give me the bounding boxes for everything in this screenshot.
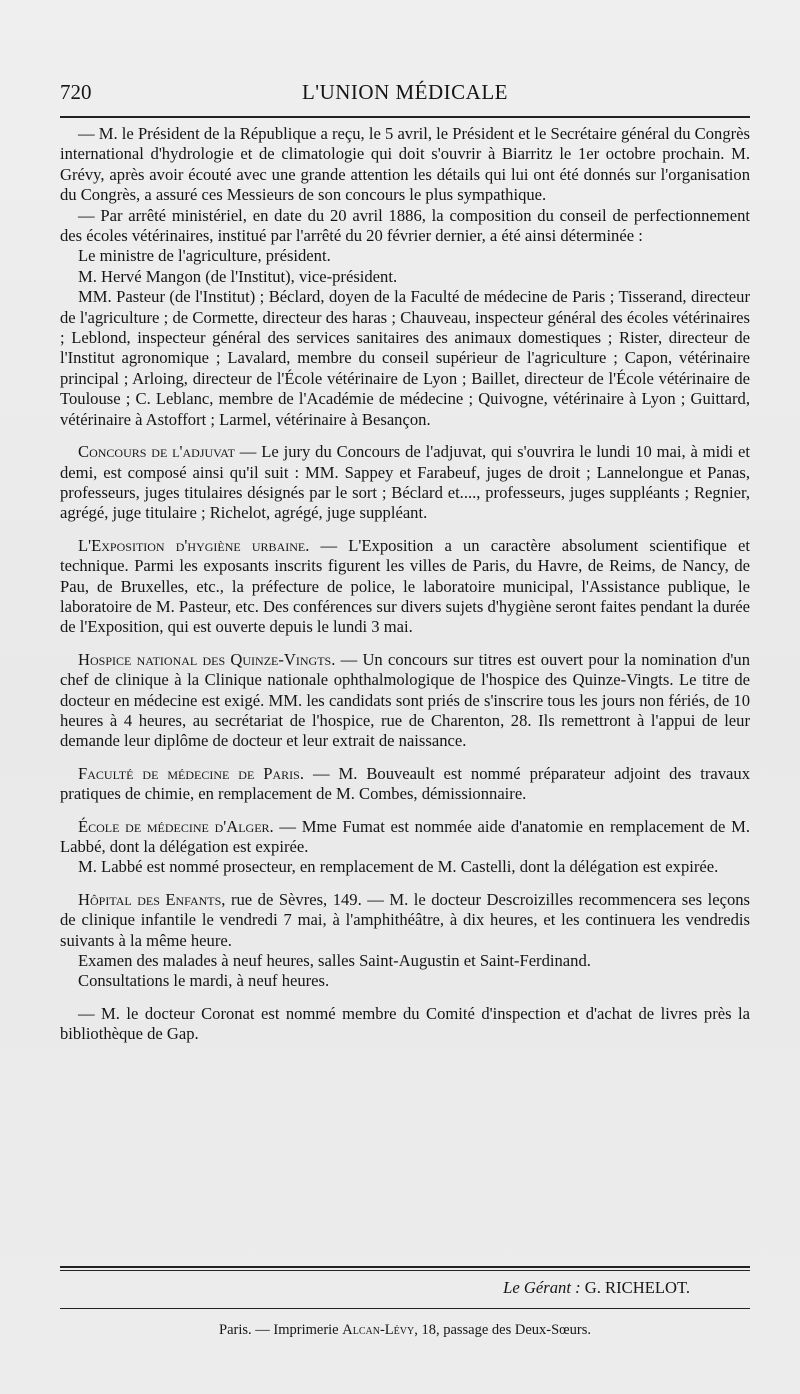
signature-rule xyxy=(60,1266,750,1268)
signature-rule-thin xyxy=(60,1270,750,1271)
section-lead: Concours de l'adjuvat xyxy=(78,442,235,462)
paragraph-labbe: M. Labbé est nommé prosecteur, en remplacement de M. Castelli, dont la délégation est expirée. xyxy=(78,857,719,877)
paragraph-quinze-vingts: Hospice national des Quinze-Vingts. — Un concours sur titres est ouvert pour la nomination d'un chef de clinique à la Clinique nationale ophthalmologique de l'hospice des Quinze-Vingts. Le titre de docteur en médecine est exigé. MM. les candidats sont priés de s'inscrire tous les jours non fériés, de 10 heures à 4 heures, au secrétariat de l'hospice, rue de Charenton, 28. Ils remettront à l'appui de leur demande leur diplôme de docteur et leur extrait de naissance. xyxy=(60,649,750,751)
signature xyxy=(60,1278,690,1298)
printer-address: , 18, passage des Deux-Sœurs. xyxy=(414,1322,591,1338)
article-body xyxy=(60,124,750,1045)
paragraph-exposition-hygiene: L'Exposition d'hygiène urbaine. — L'Exposition a un caractère absolument scientifique et technique. Parmi les exposants inscrits figurent les villes de Paris, du Havre, de Reims, de Nancy, de Pau, de Bruxelles, etc., la préfecture de police, le laboratoire municipal, l'Assistance publique, le laboratoire de M. Pasteur, etc. Des conférences sur divers sujets d'hygiène seront faites pendant la durée de l'Exposition, qui est ouverte depuis le lundi 3 mai. xyxy=(60,535,750,637)
paragraph-arrete-ministeriel: — Par arrêté ministériel, en date du 20 avril 1886, la composition du conseil de perfectionnement des écoles vétérinaires, institué par l'arrêté du 20 février dernier, a été ainsi déterminée : xyxy=(60,205,750,246)
page-header xyxy=(60,80,750,110)
paragraph-vice-president: M. Hervé Mangon (de l'Institut), vice-président. xyxy=(78,266,398,286)
paragraph-hopital-enfants: Hôpital des Enfants, rue de Sèvres, 149. — M. le docteur Descroizilles recommencera ses leçons de clinique infantile le vendredi 7 mai, à l'amphithéâtre, à dix heures, et les continuera les vendredis suivants à la même heure. xyxy=(60,889,750,950)
paragraph-examen-malades: Examen des malades à neuf heures, salles Saint-Augustin et Saint-Ferdinand. xyxy=(78,951,591,971)
section-lead: Faculté de médecine de Paris. xyxy=(78,763,304,783)
running-title: L'UNION MÉDICALE xyxy=(301,80,508,104)
signature-name: G. RICHELOT. xyxy=(584,1278,690,1297)
printer-firm: Alcan-Lévy xyxy=(342,1322,415,1338)
section-lead: L'Exposition d'hygiène urbaine. xyxy=(78,535,310,555)
page-number: 720 xyxy=(60,80,92,104)
paragraph-president-congres: — M. le Président de la République a reçu, le 5 avril, le Président et le Secrétaire général du Congrès international d'hydrologie et de climatologie qui doit s'ouvrir à Biarritz le 1er octobre prochain. M. Grévy, après avoir écouté avec une grande attention les détails qui lui ont été donnés sur l'organisation du Congrès, a assuré ces Messieurs de son concours le plus sympathique. xyxy=(60,124,750,205)
paragraph-members-list: MM. Pasteur (de l'Institut) ; Béclard, doyen de la Faculté de médecine de Paris ; Tisserand, directeur de l'agriculture ; de Cormette, directeur des haras ; Chauveau, inspecteur général des écoles vétérinaires ; Leblond, inspecteur général des services sanitaires des animaux domestiques ; Rister, directeur de l'Institut agronomique ; Lavalard, membre du conseil supérieur de l'agriculture ; Capon, vétérinaire principal ; Arloing, directeur de l'École vétérinaire de Lyon ; Baillet, directeur de l'École vétérinaire de Toulouse ; C. Leblanc, membre de l'Académie de médecine ; Quivogne, vétérinaire à Lyon ; Guittard, vétérinaire à Astoffort ; Larmel, vétérinaire à Besançon. xyxy=(60,287,750,429)
paragraph-ministre: Le ministre de l'agriculture, président. xyxy=(78,246,331,266)
section-lead: Hôpital des Enfants xyxy=(78,889,222,909)
paragraph-faculte-medecine: Faculté de médecine de Paris. — M. Bouveault est nommé préparateur adjoint des travaux pratiques de chimie, en remplacement de M. Combes, démissionnaire. xyxy=(60,763,751,804)
section-lead: École de médecine d'Alger. xyxy=(78,816,274,836)
paragraph-ecole-alger: École de médecine d'Alger. — Mme Fumat est nommée aide d'anatomie en remplacement de M. Labbé, dont la délégation est expirée. xyxy=(60,816,750,856)
paragraph-consultations: Consultations le mardi, à neuf heures. xyxy=(78,971,330,991)
header-rule xyxy=(60,116,750,118)
section-lead: Hospice national des Quinze-Vingts. xyxy=(78,649,336,669)
printer-imprint xyxy=(60,1322,750,1339)
printer-rule xyxy=(60,1308,750,1309)
paragraph-coronat: — M. le docteur Coronat est nommé membre du Comité d'inspection et d'achat de livres près la bibliothèque de Gap. xyxy=(60,1003,750,1044)
printer-prefix: Paris. — Imprimerie xyxy=(219,1322,343,1338)
paragraph-concours-adjuvat: Concours de l'adjuvat — Le jury du Concours de l'adjuvat, qui s'ouvrira le lundi 10 mai, à midi et demi, est composé ainsi qu'il suit : MM. Sappey et Farabeuf, juges de droit ; Lannelongue et Panas, professeurs, juges titulaires désignés par le sort ; Béclard et...., professeurs, juges suppléants ; Regnier, agrégé, juge titulaire ; Richelot, agrégé, juge suppléant. xyxy=(60,442,750,523)
signature-role: Le Gérant : xyxy=(503,1278,581,1297)
